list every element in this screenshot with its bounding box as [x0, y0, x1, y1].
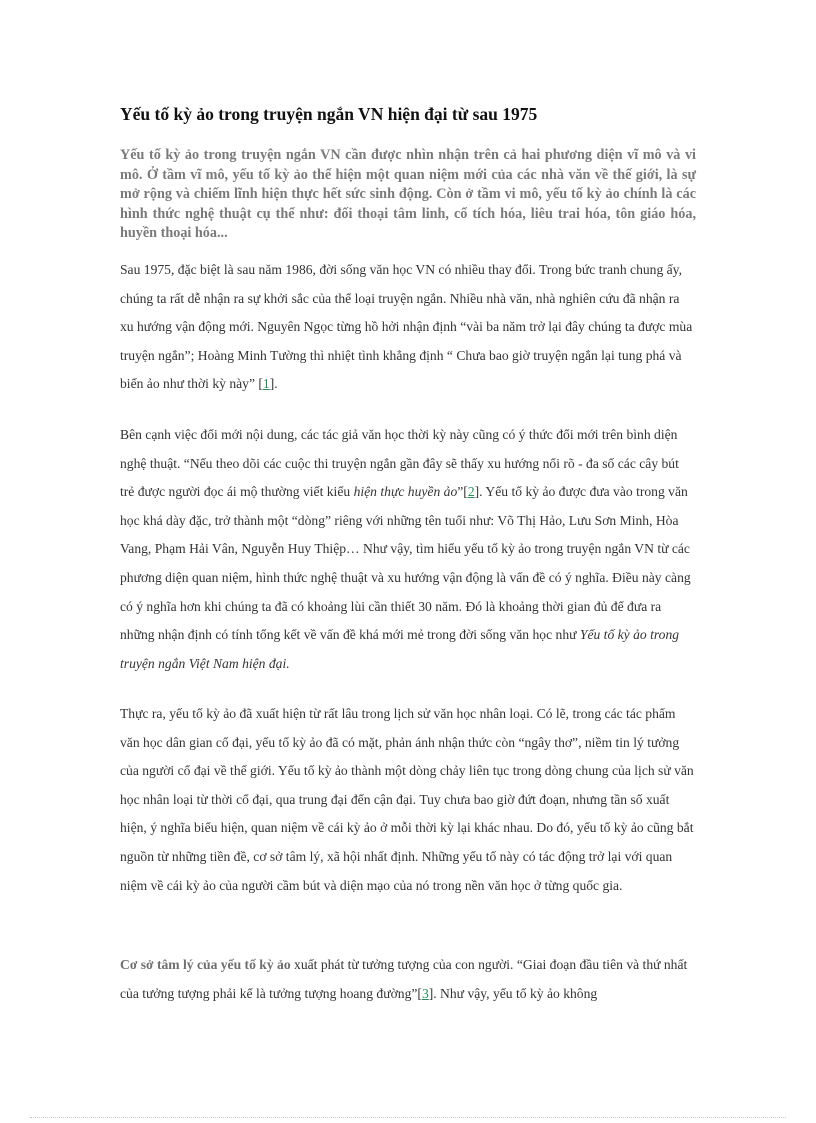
paragraph-4-text: xuất phát từ tưởng tượng của con người. “Giai đoạn đầu tiên và thứ nhất của tưởng tượng phải kể là tưởng tượng hoang đường”[ [120, 957, 688, 1001]
subheading-inline: Cơ sở tâm lý của yếu tố kỳ ảo [120, 957, 291, 972]
paragraph-4-end: ]. Như vậy, yếu tố kỳ ảo không [428, 985, 598, 1001]
page-bottom-divider [30, 1117, 786, 1118]
paragraph-3: Thực ra, yếu tố kỳ ảo đã xuất hiện từ rất lâu trong lịch sử văn học nhân loại. Có lẽ, trong các tác phẩm văn học dân gian cổ đại, yếu tố kỳ ảo đã có mặt, phản ánh nhận thức còn “ngây thơ”, niềm tin lý tưởng của người cổ đại về thế giới. Yếu tố kỳ ảo thành một dòng chảy liên tục trong dòng chung của lịch sử văn học nhân loại từ thời cổ đại, qua trung đại đến cận đại. Tuy chưa bao giờ đứt đoạn, nhưng tần số xuất hiện, ý nghĩa biểu hiện, quan niệm về cái kỳ ảo ở mỗi thời kỳ lại khác nhau. Do đó, yếu tố kỳ ảo cũng bắt nguồn từ những tiền đề, cơ sở tâm lý, xã hội nhất định. Những yếu tố này có tác động trở lại với quan niệm về cái kỳ ảo của người cầm bút và diện mạo của nó trong nền văn học ở từng quốc gia. [120, 706, 694, 893]
footnote-ref-3[interactable]: 3 [421, 985, 429, 1001]
paragraph-1-end: ]. [269, 376, 278, 392]
paragraph-2-text: Bên cạnh việc đổi mới nội dung, các tác giả văn học thời kỳ này cũng có ý thức đổi mới trên bình diện nghệ thuật. “Nếu theo dõi các cuộc thi truyện ngắn gần đây sẽ thấy xu hướng nổi rõ - đa số các cây bút trẻ được người đọc ái mộ thường viết kiểu [120, 427, 679, 500]
paragraph-1-text: Sau 1975, đặc biệt là sau năm 1986, đời sống văn học VN có nhiều thay đổi. Trong bức tranh chung ấy, chúng ta rất dễ nhận ra sự khởi sắc của thể loại truyện ngắn. Nhiều nhà văn, nhà nghiên cứu đã nhận ra xu hướng vận động mới. Nguyên Ngọc từng hồ hởi nhận định “vài ba năm trở lại đây chúng ta được mùa truyện ngắn”; Hoàng Minh Tường thì nhiệt tình khẳng định “ Chưa bao giờ truyện ngắn lại tung phá và biến ảo như thời kỳ này” [ [120, 262, 693, 392]
paragraph-2-mid2: ]. Yếu tố kỳ ảo được đưa vào trong văn học khá dày đặc, trở thành một “dòng” riêng với những tên tuổi như: Võ Thị Hảo, Lưu Sơn Minh, Hòa Vang, Phạm Hải Vân, Nguyễn Huy Thiệp… Như vậy, tìm hiểu yếu tố kỳ ảo trong truyện ngắn VN từ các phương diện quan niệm, hình thức nghệ thuật và xu hướng vận động là vấn đề có ý nghĩa. Điều này càng có ý nghĩa hơn khi chúng ta đã có khoảng lùi cần thiết 30 năm. Đó là khoảng thời gian đủ để đưa ra những nhận định có tính tổng kết về vấn đề khá mới mẻ trong đời sống văn học như [120, 484, 691, 643]
footnote-ref-1[interactable]: 1 [262, 376, 270, 392]
article-lead: Yếu tố kỳ ảo trong truyện ngắn VN cần được nhìn nhận trên cả hai phương diện vĩ mô và vi mô. Ở tầm vĩ mô, yếu tố kỳ ảo thể hiện một quan niệm mới của các nhà văn về thế giới, là sự mở rộng và chiếm lĩnh hiện thực hết sức sinh động. Còn ở tầm vi mô, yếu tố kỳ ảo chính là các hình thức nghệ thuật cụ thể như: đối thoại tâm linh, cổ tích hóa, liêu trai hóa, tôn giáo hóa, huyền thoại hóa... [120, 147, 696, 241]
paragraph-1 [120, 256, 696, 399]
italic-term: hiện thực huyền ảo [353, 484, 458, 500]
footnote-ref-2[interactable]: 2 [467, 484, 475, 500]
italic-topic: Yếu tố kỳ ảo trong truyện ngắn Việt Nam hiện đại. [120, 627, 680, 671]
article-title: Yếu tố kỳ ảo trong truyện ngắn VN hiện đại từ sau 1975 [120, 104, 538, 124]
paragraph-4 [120, 951, 696, 1008]
paragraph-2 [120, 421, 696, 678]
paragraph-2-mid1: ”[ [457, 484, 468, 500]
